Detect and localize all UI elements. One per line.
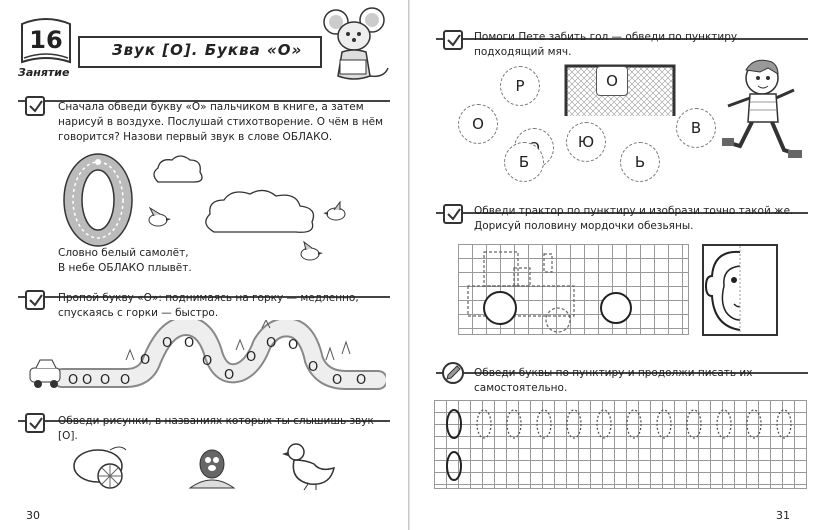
pencil-badge [442, 362, 464, 384]
ball-letter: Ь [634, 153, 646, 171]
track-letter: О [224, 368, 235, 383]
lesson-label: Занятие [18, 66, 70, 79]
checkbox[interactable] [443, 30, 463, 50]
ball-circle[interactable] [500, 66, 540, 106]
checkmark-icon [446, 32, 462, 48]
track-letter: О [140, 353, 151, 368]
mole-illustration [186, 442, 238, 494]
car-icon [30, 360, 60, 388]
checkbox[interactable] [25, 290, 45, 310]
track-letter: О [356, 373, 367, 388]
checkmark-icon [28, 415, 44, 431]
ball-circle[interactable] [676, 108, 716, 148]
goal-letter-circle[interactable] [596, 66, 628, 96]
track-letter: О [308, 360, 319, 375]
tractor-dotted[interactable] [466, 246, 576, 338]
big-letter-o [58, 150, 138, 250]
checkmark-icon [28, 292, 44, 308]
track-letter: О [202, 354, 213, 369]
track-letter: О [120, 373, 131, 388]
ball-circle[interactable] [620, 142, 660, 182]
track-letter: О [68, 373, 79, 388]
goal-letter: О [606, 72, 618, 90]
ball-circle[interactable] [504, 142, 544, 182]
checkmark-icon [28, 98, 44, 114]
track-letter: О [162, 336, 173, 351]
mouse-illustration [322, 6, 392, 86]
poem-line: В небе ОБЛАКО плывёт. [58, 262, 192, 274]
cloud-small [150, 152, 206, 188]
track-letter: О [246, 350, 257, 365]
ball-letter: Р [515, 77, 525, 95]
track-letter: О [288, 338, 299, 353]
lesson-badge [18, 14, 74, 68]
tracing-letters[interactable] [440, 402, 806, 486]
tractor-copy-wheel [598, 290, 634, 326]
left-page [0, 0, 409, 530]
page-number: 30 [26, 509, 40, 522]
page-number: 31 [776, 509, 790, 522]
track-letter: О [100, 373, 111, 388]
task-instruction: Сначала обведи букву «О» пальчиком в книге, а затем нарисуй в воздухе. Послушай стихотворение. О чём в нём говорится? Назови первый звук в слове ОБЛАКО. [58, 101, 384, 143]
cloud-large [200, 186, 322, 238]
lesson-title: Звук [О]. Буква «О» [112, 41, 303, 59]
checkbox[interactable] [443, 204, 463, 224]
track-letter: О [184, 336, 195, 351]
checkbox[interactable] [25, 96, 45, 116]
lemon-illustration [70, 444, 134, 492]
task-instruction: Пропой букву «О»: поднимаясь на горку — медленно, спускаясь с горки — быстро. [58, 292, 359, 319]
pencil-icon [444, 364, 462, 382]
duck-illustration [280, 440, 336, 492]
ball-letter: В [690, 119, 702, 137]
track-letter: О [266, 336, 277, 351]
bird-icon [144, 206, 172, 230]
bird-icon [296, 240, 324, 264]
monkey-box[interactable] [702, 244, 778, 336]
boy-kicking-illustration [720, 50, 804, 168]
bird-icon [322, 200, 350, 224]
poem-line: Словно белый самолёт, [58, 247, 189, 259]
task-instruction: Обведи трактор по пунктиру и изобрази точно такой же. Дорисуй половину мордочки обезьяны. [474, 205, 794, 232]
ball-letter: Ю [577, 133, 595, 151]
checkbox[interactable] [25, 413, 45, 433]
task-instruction: Обведи рисунки, в названиях которых ты слышишь звук [О]. [58, 415, 374, 442]
lesson-number: 16 [29, 26, 63, 54]
track-letter: О [332, 373, 343, 388]
task-instruction: Обведи буквы по пунктиру и продолжи писать их самостоятельно. [474, 367, 753, 394]
track-letter: О [82, 373, 93, 388]
ball-letter: Б [518, 153, 530, 171]
right-page [410, 0, 819, 530]
checkmark-icon [446, 206, 462, 222]
ball-letter: О [472, 115, 484, 133]
ball-circle[interactable] [566, 122, 606, 162]
task-instruction: Помоги Пете забить гол — обведи по пунктиру подходящий мяч. [474, 31, 738, 58]
monkey-half-face [704, 246, 776, 334]
ball-circle[interactable] [458, 104, 498, 144]
